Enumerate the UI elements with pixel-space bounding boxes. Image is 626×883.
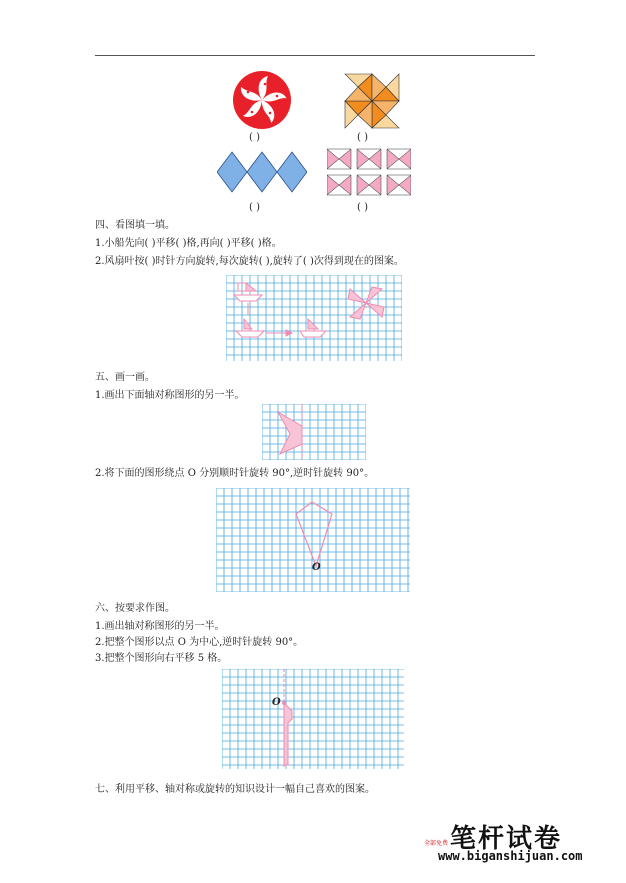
top-rule: [95, 55, 535, 56]
section5-q2: 2.将下面的图形绕点 O 分别顺时针旋转 90°,逆时针旋转 90°。: [95, 468, 375, 479]
section6-q1: 1.画出轴对称图形的另一半。: [95, 621, 225, 632]
grid-symmetry-star: [262, 404, 366, 460]
section4-heading: 四、看图填一填。: [95, 220, 175, 231]
section6-q3: 3.把整个图形向右平移 5 格。: [95, 653, 228, 664]
section7-heading: 七、利用平移、轴对称或旋转的知识设计一幅自己喜欢的图案。: [95, 784, 375, 795]
bauhinia-emblem: [232, 70, 292, 130]
point-o-label-2: O: [272, 697, 281, 708]
answer-paren-2: ( ): [357, 132, 368, 143]
answer-paren-1: ( ): [249, 132, 260, 143]
bowtie-pattern-figure: [327, 148, 411, 196]
grid-rotation-kite: [216, 488, 410, 592]
watermark-url: www.biganshijuan.com: [438, 849, 583, 863]
answer-paren-4: ( ): [357, 202, 368, 213]
watermark-tag: 全部免费: [424, 840, 449, 847]
section5-q1: 1.画出下面轴对称图形的另一半。: [95, 390, 245, 401]
section6-q2: 2.把整个图形以点 O 为中心,逆时针旋转 90°。: [95, 637, 304, 648]
point-o-label: O: [312, 562, 321, 573]
section5-heading: 五、画一画。: [95, 372, 155, 383]
grid-boat-fan: [226, 275, 402, 361]
section6-heading: 六、按要求作图。: [95, 603, 175, 614]
section4-q1: 1.小船先向( )平移( )格,再向( )平移( )格。: [95, 238, 282, 249]
grid-transform-shape: [222, 669, 404, 769]
diamond-row-figure: [217, 150, 307, 194]
section4-q2: 2.风扇叶按( )时针方向旋转,每次旋转( ),旋转了( )次得到现在的图案。: [95, 256, 404, 267]
pinwheel-figure: [342, 72, 402, 130]
watermark-logo: 笔杆试卷: [450, 824, 563, 854]
answer-paren-3: ( ): [249, 202, 260, 213]
